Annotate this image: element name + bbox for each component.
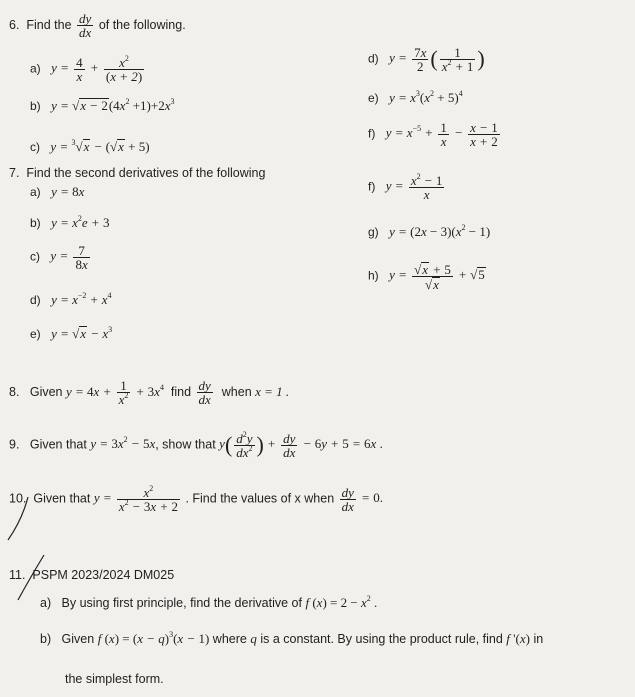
q8-expression: y = 4x + $\frac{1}{x^2}$ + $3x^4$ [66, 378, 164, 408]
q6b: b) $y = √x - 2(4x^2 +1)+2x^3$ [30, 97, 175, 113]
q6-header: 6. Find the $\frac{dy}{dx}$ of the following. [9, 11, 186, 40]
q11b-continuation: the simplest form. [65, 672, 164, 686]
q11b-derivative: f '(x) [506, 631, 530, 646]
q6d-expression: y = $\frac{7x}{2}$ ( $\frac{1}{x^2 + 1}$ ) [389, 45, 485, 74]
q11b-expression: f $(x) = (x - q)^3(x - 1)$ [97, 630, 210, 646]
q7h-expression: y = $\frac{√x + 5}{√x}$ + √5 [389, 262, 485, 292]
q7d-expression: $y = x^{-2} + x^4$ [51, 291, 112, 307]
pen-stroke-q11 [18, 555, 44, 600]
q7g-expression: $y = (2x - 3)(x^2 - 1)$ [389, 223, 491, 239]
pen-stroke-q10 [8, 497, 28, 540]
q7d: d) $y = x^{-2} + x^4$ [30, 291, 112, 307]
q6a-expression: y = $\frac{4}{x}$ + $\frac{x^2}{(x + 2)}$ [51, 54, 143, 84]
q11-header: 11. PSPM 2023/2024 DM025 [9, 568, 175, 582]
q10-condition: $\frac{dy}{dx}$ = 0. [341, 485, 383, 514]
q11b: b) Given f $(x) = (x - q)^3(x - 1)$ where q is a constant. By using the product rule, find f '(x) in [40, 630, 544, 646]
q6c-expression: y = $^3$√x − (√x + 5) [50, 138, 150, 154]
q7a: a) y = 8x [30, 184, 85, 199]
q9-given-expression: $y = 3x^2 - 5x$ [90, 435, 156, 452]
q6a: a) y = $\frac{4}{x}$ + $\frac{x^2}{(x + 2)}$ [30, 56, 146, 83]
q7f: f) y = $\frac{x^2 - 1}{x}$ [368, 174, 446, 201]
q7g: g) $y = (2x - 3)(x^2 - 1)$ [368, 223, 491, 239]
q6d: d) y = $\frac{7x}{2}$ ( $\frac{1}{x^2 + 1}$ ) [368, 45, 485, 74]
q10-expression: y = $\frac{x^2}{x^2 - 3x + 2}$ [93, 484, 178, 514]
q6b-expression: $y = √x - 2(4x^2 +1)+2x^3$ [51, 97, 175, 113]
q7c-expression: y = $\frac{7}{8x}$ [50, 243, 88, 272]
q7e-expression: $y = √x - x^3$ [51, 325, 113, 341]
q7e: e) $y = √x - x^3$ [30, 325, 113, 341]
q7f-expression: y = $\frac{x^2 - 1}{x}$ [385, 172, 443, 202]
q11a: a) By using first principle, find the derivative of f $(x) = 2 - x^2$ . [40, 594, 378, 610]
q6f: f) $y = x^{-5}$ + $\frac{1}{x}$ − $\frac{x - 1}{x + 2}$ [368, 121, 502, 148]
q7-header: 7. Find the second derivatives of the following [9, 166, 266, 180]
q6e-expression: $y = x^3(x^2 + 5)^4$ [389, 89, 463, 105]
q7h: h) y = $\frac{√x + 5}{√x}$ + √5 [368, 262, 485, 292]
dy-dx-fraction: $\frac{dy}{dx}$ [79, 11, 92, 40]
q6c: c) y = $^3$√x − (√x + 5) [30, 138, 150, 154]
q7b-expression: $y = x^2e + 3$ [51, 214, 110, 230]
q8: 8. Given y = 4x + $\frac{1}{x^2}$ + $3x^4$ find $\frac{dy}{dx}$ when x = 1 . [9, 378, 290, 408]
q10: 10. Given that y = $\frac{x^2}{x^2 - 3x + 2}$ . Find the values of x when $\frac{dy}{dx}$ = 0. [9, 484, 383, 514]
q9-show-expression: y( $\frac{d^2y}{dx^2}$ ) + $\frac{dy}{dx}$ − 6y + 5 = 6x . [219, 430, 383, 460]
q11a-expression: f $(x) = 2 - x^2$ . [305, 594, 378, 610]
q7a-expression: y = 8x [51, 184, 85, 199]
q9: 9. Given that $y = 3x^2 - 5x$, show that y( $\frac{d^2y}{dx^2}$ ) + $\frac{dy}{dx}$ − 6y + 5 = 6x . [9, 430, 383, 460]
q6e: e) $y = x^3(x^2 + 5)^4$ [368, 89, 463, 105]
q7c: c) y = $\frac{7}{8x}$ [30, 244, 92, 271]
q6f-expression: $y = x^{-5}$ + $\frac{1}{x}$ − $\frac{x - 1}{x + 2}$ [385, 120, 498, 149]
q7b: b) $y = x^2e + 3$ [30, 214, 110, 230]
